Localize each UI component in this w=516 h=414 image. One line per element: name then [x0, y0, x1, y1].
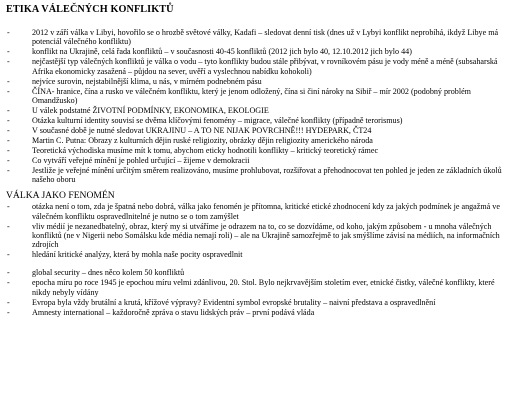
- list-item: [6, 278, 510, 297]
- list-item-text: nejčastější typ válečných konfliktů je válka o vodu – tyto konflikty budou stále přibývat, v rovníkovém pásu je vody méně a méně (subsaharská Afrika ekonomicky zasažená – půjdou na sever, uvěří a vyslechnou nabídku kohokoli): [32, 57, 498, 76]
- list-item: [6, 57, 510, 76]
- bullet-dash: -: [7, 115, 10, 125]
- list-item: [6, 222, 510, 250]
- list-item: [6, 87, 510, 106]
- bullet-dash: -: [7, 125, 10, 135]
- list-item-text: otázka není o tom, zda je špatná nebo dobrá, válka jako fenomén je přítomna, kritické etické zhodnocení kdy za jakých podmínek je angažmá ve válečném konfliktu ospravedlnitelné je nutno se o tom zamýšlet: [32, 202, 500, 221]
- document-title: ETIKA VÁLEČNÝCH KONFLIKTŮ: [6, 4, 174, 15]
- list-item: [6, 298, 510, 307]
- bullet-dash: -: [7, 307, 10, 317]
- list-item: [6, 268, 510, 277]
- list-item: [6, 28, 510, 47]
- bullet-dash: -: [7, 76, 10, 86]
- list-item-text: global security – dnes něco kolem 50 konfliktů: [32, 268, 185, 278]
- bullet-dash: -: [7, 145, 10, 155]
- list-item: [6, 202, 510, 221]
- list-item-text: U válek podstatné ŽIVOTNÍ PODMÍNKY, EKONOMIKA, EKOLOGIE: [32, 105, 269, 115]
- bullet-dash: -: [7, 165, 10, 175]
- list-item: [6, 146, 510, 155]
- bullet-dash: -: [7, 221, 10, 231]
- list-item: [6, 156, 510, 165]
- bullet-dash: -: [7, 268, 10, 278]
- list-item: [6, 116, 510, 125]
- list-item-text: Co vytváří veřejné mínění je pohled určující – žijeme v demokracii: [32, 155, 250, 165]
- section-heading: VÁLKA JAKO FENOMÉN: [6, 190, 115, 202]
- list-item-text: Otázka kulturní identity souvisí se dvěma klíčovými fenomény – migrace, válečné konflikty (případně terorismus): [32, 115, 403, 125]
- list-item-text: epocha míru po roce 1945 je epochou míru velmi zdánlivou, 20. Stol. Bylo nejkrvavějším stoletím ever, etnické čistky, válečné konflikty, které nikdy nebyly vídány: [32, 278, 495, 297]
- list-item: [6, 136, 510, 145]
- list-item: [6, 106, 510, 115]
- list-item: [6, 126, 510, 135]
- list-item-text: Evropa byla vždy brutální a krutá, křížové výpravy? Evidentní symbol evropské brutality – naivní představa a ospravedlnění: [32, 297, 436, 307]
- bullet-list-war-phenomenon: [6, 202, 510, 317]
- list-item-text: Martin C. Putna: Obrazy z kulturních dějin ruské religiozity, obrázky dějin religiozity amerického národa: [32, 135, 373, 145]
- bullet-dash: -: [7, 278, 10, 288]
- bullet-dash: -: [7, 155, 10, 165]
- list-item-text: V současné době je nutné sledovat UKRAJINU – A TO NE NIJAK POVRCHNĚ!!! HYDEPARK, ČT24: [32, 125, 372, 135]
- bullet-dash: -: [7, 297, 10, 307]
- list-item: [6, 250, 510, 259]
- bullet-dash: -: [7, 105, 10, 115]
- list-item-text: 2012 v září válka v Libyi, hovořilo se o hrozbě světové války, Kadafi – sledovat denní tisk (dnes už v Lybyi konflikt neprobíhá, ikdyž Libye má potenciál válečného konfliktu): [32, 28, 499, 47]
- bullet-dash: -: [7, 47, 10, 57]
- list-item: [6, 77, 510, 86]
- list-item-text: hledání kritické analýzy, která by mohla naše pocity ospravedlnit: [32, 250, 243, 260]
- list-item-text: Teoretická východiska musíme mít k tomu, abychom eticky hodnotili konflikty – kritický teoretický rámec: [32, 145, 379, 155]
- list-item: [6, 166, 510, 185]
- list-item-text: Amnesty international – každoročně zpráva o stavu lidských práv – první podává vláda: [32, 307, 315, 317]
- list-item-text: Jestliže je veřejné mínění určitým směrem realizováno, musíme prohlubovat, rozšiřovat a přehodnocovat ten pohled je jeden ze základních úkolů našeho oboru: [32, 165, 502, 185]
- list-item-text: konflikt na Ukrajině, celá řada konfliktů – v současnosti 40-45 konfliktů (2012 jich bylo 40, 12.10.2012 jich bylo 44): [32, 47, 412, 57]
- list-item: [6, 308, 510, 317]
- bullet-dash: -: [7, 57, 10, 67]
- bullet-dash: -: [7, 135, 10, 145]
- bullet-dash: -: [7, 86, 10, 96]
- list-item-text: nejvíce surovin, nejstabilnější klima, u nás, v mírném podnebném pásu: [32, 76, 262, 86]
- list-item-text: vliv médií je nezanedbatelný, obraz, který my si utváříme je odrazem na to, co se dozvídáme, od koho, jakým způsobem - u mnoha válečných konfliktů (ne v Nigerii nebo Somálsku kde média nemají roli) – ale na Ukrajině samozřejmě to jak smýšlíme závisí na médiích, na informačních zdrojích: [32, 221, 500, 250]
- list-item: [6, 47, 510, 56]
- bullet-list-intro: [6, 28, 510, 184]
- bullet-dash: -: [7, 250, 10, 260]
- bullet-dash: -: [7, 202, 10, 212]
- list-item-text: ČÍNA- hranice, čína a rusko ve válečném konfliktu, který je jenom odložený, čína si činí nároky na Sibiř – mír 2002 (podobný problém Omandžusko): [32, 86, 471, 105]
- bullet-dash: -: [7, 28, 10, 37]
